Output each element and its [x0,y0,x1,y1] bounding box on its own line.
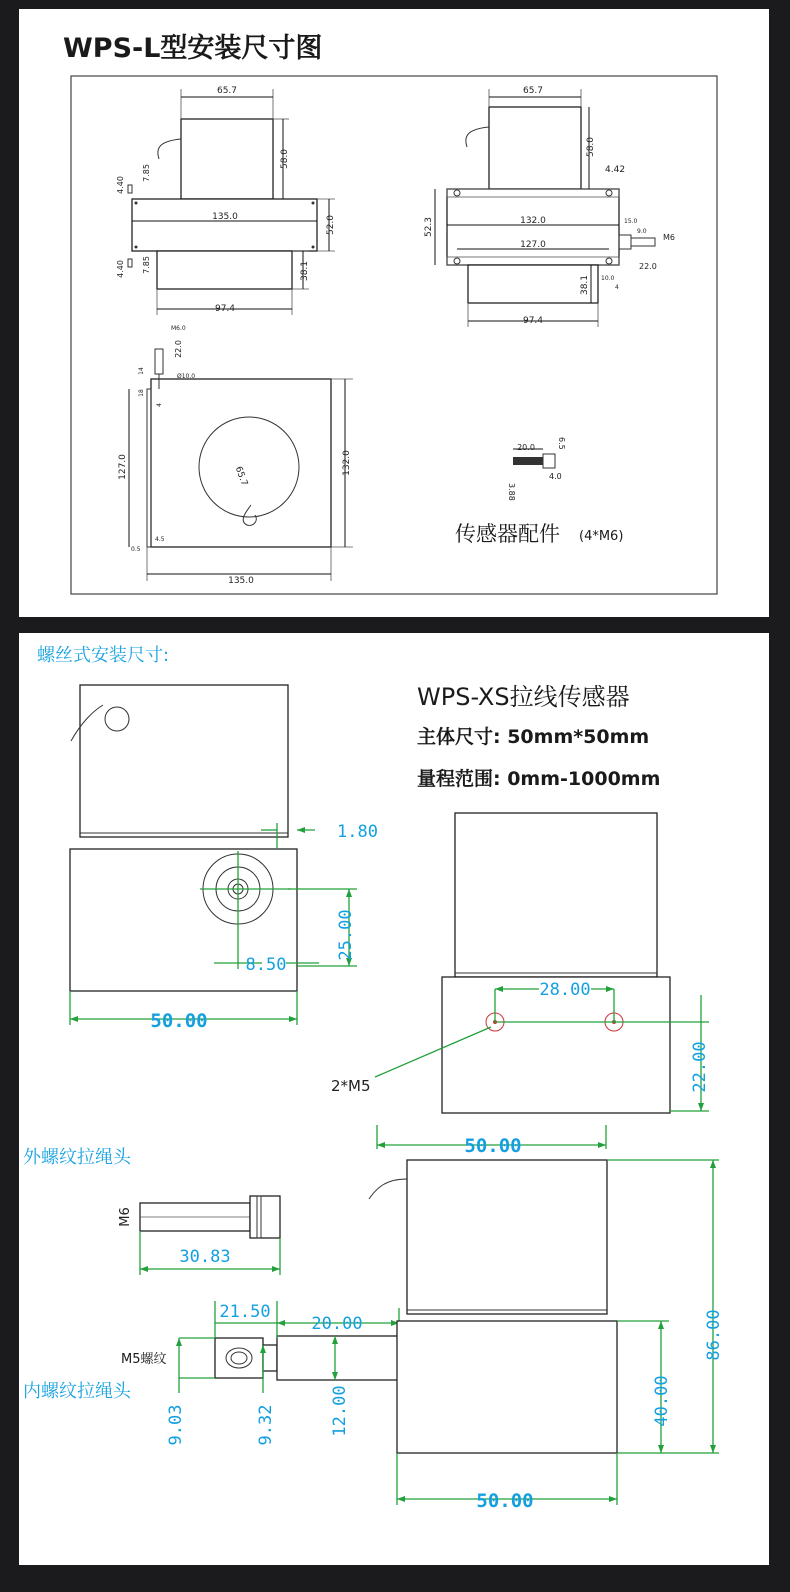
label-m6-0: M6.0 [171,325,186,332]
dim-base-height: 38.1 [300,260,310,282]
internal-thread-head [23,1301,399,1445]
dim-4-0: 4.0 [549,472,562,481]
dim-7-85-top: 7.85 [142,164,151,182]
dim-width-2: 65.7 [522,86,544,96]
dim-base-height-2: 38.1 [580,274,590,296]
dim-4-40-bot: 4.40 [116,260,125,278]
dim-0-5: 0.5 [131,546,141,553]
thread-mount-title: 螺丝式安装尺寸: [37,645,170,666]
dim-base-width: 97.4 [214,304,236,314]
dim-circle: 65.7 [232,465,250,488]
dim-8-50: 8.50 [245,955,287,975]
dim-inner-width: 127.0 [520,240,546,250]
fig-thread-assembly [369,1160,724,1512]
dim-30-83: 30.83 [179,1247,231,1267]
dim-base-width-2: 97.4 [522,316,544,326]
l-type-drawing [19,9,769,617]
dim-12-00: 12.00 [330,1385,350,1437]
dim-10: 10.0 [601,275,615,282]
dim-15: 15.0 [624,218,638,225]
external-head-title: 外螺纹拉绳头 [23,1147,131,1168]
dim-body-width-2: 132.0 [520,216,546,226]
dim-height-top: 58.0 [280,148,290,170]
dim-52-3: 52.3 [424,216,434,238]
dim-3-88: 3.88 [507,483,516,501]
dim-18: 18 [138,389,145,397]
dim-4: 4 [615,284,619,291]
dim-22: 22.0 [639,262,657,271]
dim-4-40-top: 4.40 [116,176,125,194]
drawing-panel-l-type [19,9,769,617]
dim-9: 9.0 [637,228,647,235]
dim-20-00: 20.00 [311,1314,363,1334]
dim-21-50: 21.50 [219,1302,271,1322]
dim-20: 20.0 [517,443,535,452]
label-m5-thread: M5螺纹 [121,1352,167,1367]
label-m6: M6 [663,233,675,242]
dim-4-5: 4.5 [155,536,165,543]
dim-22-00: 22.00 [690,1041,710,1093]
view-top [118,325,353,586]
page-title: WPS-L型安装尺寸图 [63,33,323,64]
label-2m5: 2*M5 [331,1077,371,1095]
dim-25-00: 25.00 [336,909,356,961]
dim-9-03: 9.03 [166,1404,186,1446]
dim-body-width: 135.0 [212,212,238,222]
view-side [424,86,675,327]
accessory-bolt [455,437,623,546]
dim-7-85-bot: 7.85 [142,256,151,274]
dim-40-00: 40.00 [652,1375,672,1427]
spec-range: 量程范围: 0mm-1000mm [417,768,661,790]
dim-phi10: Ø10.0 [177,373,196,380]
dim-6-5: 6.5 [557,437,566,450]
dim-4-42: 4.42 [605,165,626,175]
dim-width-bottom: 135.0 [228,576,254,586]
dim-22-v3: 22.0 [174,340,183,358]
dim-50-00-c: 50.00 [476,1490,534,1512]
dim-body-height: 52.0 [326,214,336,236]
dim-9-32: 9.32 [256,1404,276,1446]
view-front [116,86,336,315]
dim-50-00-b: 50.00 [464,1135,522,1157]
fig-thread-front [70,685,378,1032]
product-name: WPS-XS拉线传感器 [417,683,630,711]
external-thread-head [23,1147,280,1275]
dim-width: 65.7 [216,86,238,96]
drawing-panel-xs [19,633,769,1565]
internal-head-title: 内螺纹拉绳头 [23,1381,131,1402]
dim-4-v3: 4 [156,403,163,407]
dim-height-left: 127.0 [118,454,128,480]
dim-height-right: 132.0 [342,450,352,476]
fig-thread-side [331,813,710,1157]
dim-86-00: 86.00 [704,1309,724,1361]
accessory-label-suffix: (4*M6) [579,529,624,544]
xs-drawing [19,633,769,1565]
spec-size: 主体尺寸: 50mm*50mm [417,726,650,748]
dim-14: 14 [138,367,145,375]
dim-50-00-a: 50.00 [150,1010,208,1032]
dim-1-80: 1.80 [337,822,378,842]
dim-height-top-2: 58.0 [586,136,596,158]
dim-28-00: 28.00 [539,980,591,1000]
accessory-label: 传感器配件 [455,522,560,546]
label-m6-ext: M6 [118,1207,133,1227]
